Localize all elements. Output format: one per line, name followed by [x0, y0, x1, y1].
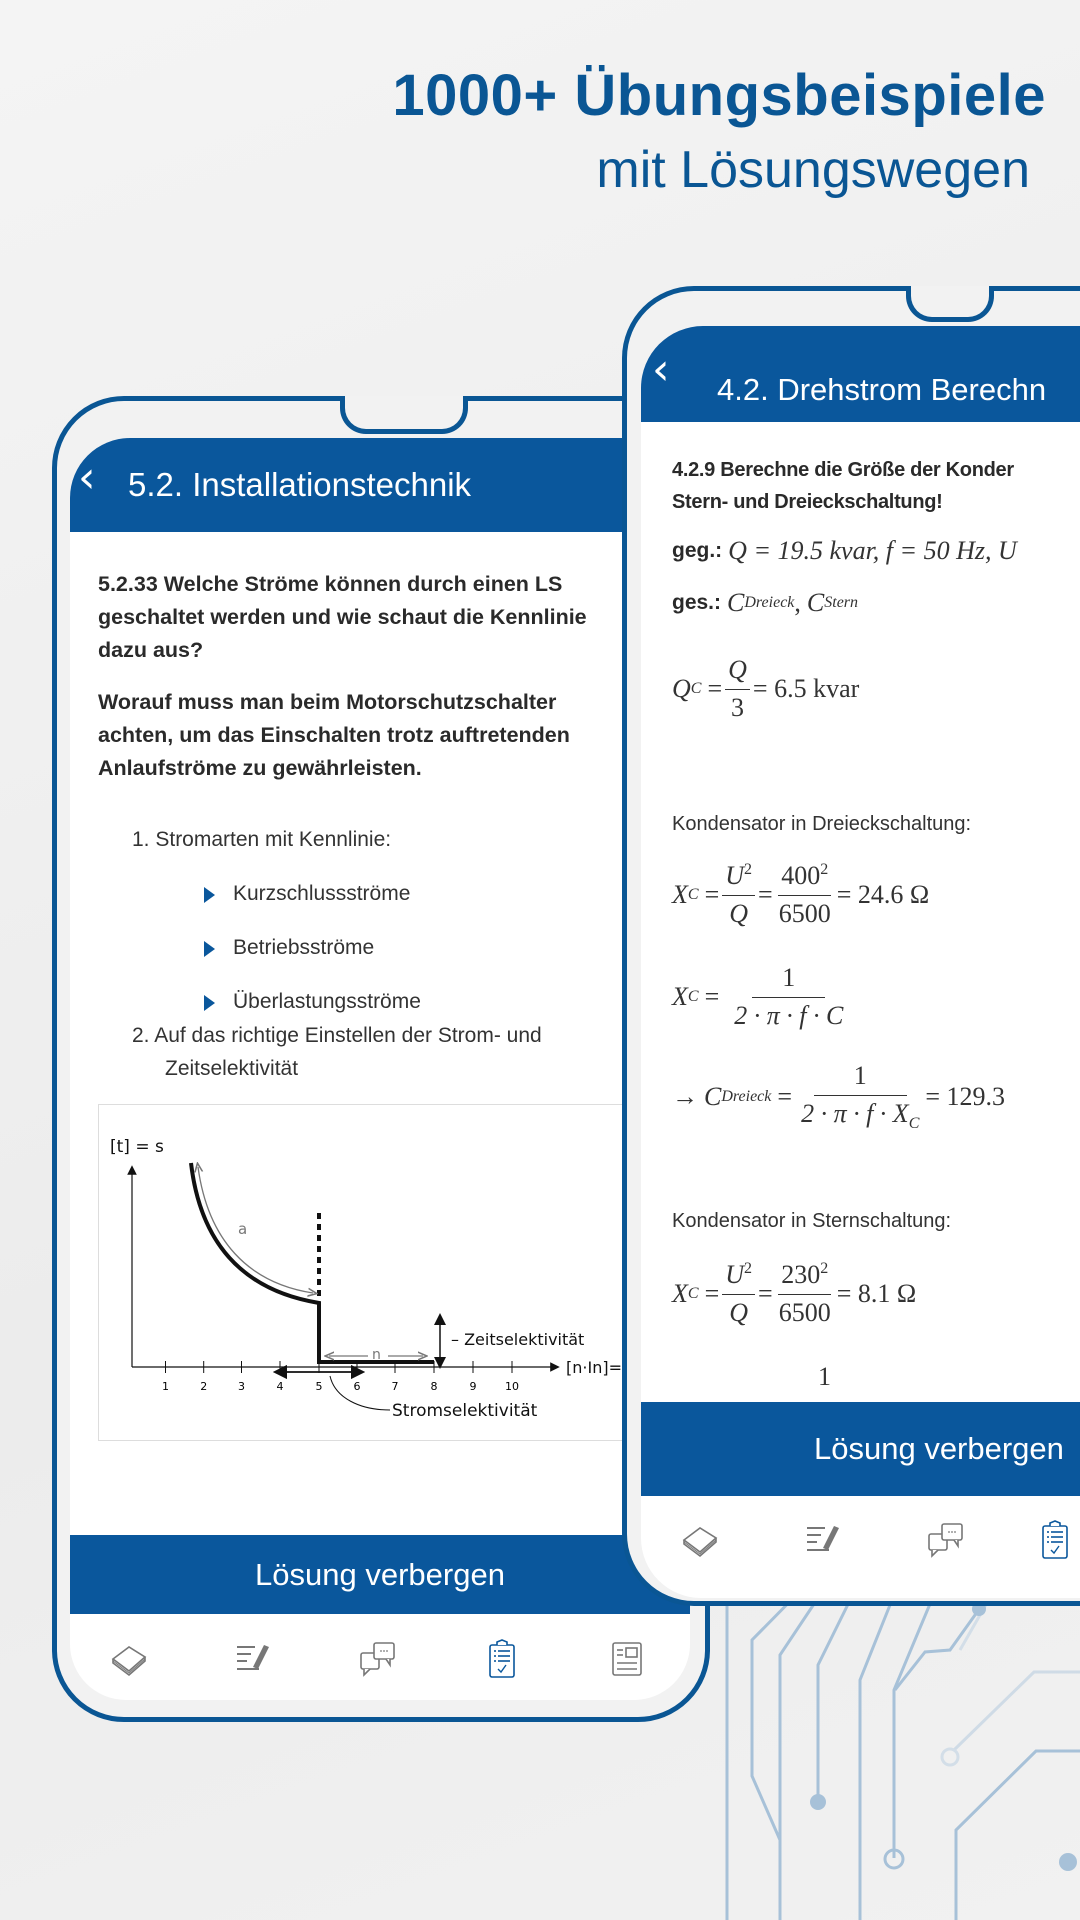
y-axis-label: [t] = s [110, 1137, 164, 1157]
x-tick-label: 2 [200, 1380, 208, 1393]
question-text: 4.2.9 Berechne die Größe der Konder Stern- und Dreieckschaltung! [672, 459, 1014, 513]
list-item-continued: Zeitselektivität [165, 1057, 299, 1080]
list-subitem: Überlastungsströme [233, 990, 421, 1013]
bullet-triangle-icon [204, 887, 215, 903]
question-text-2: Worauf muss man beim Motorschutzschalter achten, um das Einschalten trotz auftretenden Anlaufströme zu gewährleisten. [98, 690, 570, 780]
x-tick-label: 9 [469, 1380, 477, 1393]
hide-solution-button[interactable]: Lösung verbergen [641, 1402, 1080, 1496]
list-subitem: Kurzschlussströme [233, 882, 411, 905]
trip-curve [191, 1163, 434, 1362]
n-label: n [372, 1347, 381, 1363]
given-values: geg.: Q = 19.5 kvar, f = 50 Hz, U [672, 536, 1017, 565]
tab-clipboard-check-icon[interactable] [1035, 1520, 1075, 1560]
app-header [70, 438, 690, 532]
bullet-triangle-icon [204, 995, 215, 1011]
right-phone-screen [641, 326, 1080, 1598]
circuit-node [942, 1749, 958, 1765]
right-phone-notch [906, 286, 994, 322]
circuit-node [1059, 1853, 1077, 1871]
hide-solution-button[interactable]: Lösung verbergen [70, 1535, 690, 1614]
tab-chat-icon[interactable] [926, 1520, 966, 1560]
headline-title: 1000+ Übungsbeispiele [392, 63, 1046, 128]
formula-qc: Q C = $\frac{Q}{3}$ = 6.5 kvar [672, 655, 860, 722]
left-phone-screen [70, 438, 690, 1700]
x-tick-label: 6 [353, 1380, 361, 1393]
section-heading: Kondensator in Sternschaltung: [672, 1210, 952, 1232]
time-selectivity-label: – Zeitselektivität [451, 1330, 585, 1349]
x-tick-label: 10 [505, 1380, 519, 1393]
tab-notes-pencil-icon[interactable] [233, 1639, 273, 1679]
tab-book-icon[interactable] [680, 1520, 720, 1560]
formula-xc-delta: X C = $\frac{U^2}{Q}$ = $\frac{400^2}{6500}$ = 24.6 Ω [672, 861, 930, 928]
x-axis-label: [n·In]= [566, 1358, 622, 1377]
x-tick-label: 3 [238, 1380, 245, 1393]
formula-xc-general: X C = $\frac{1}{2 \cdot \pi \cdot f \cdot C}$ [672, 963, 844, 1030]
tab-notes-pencil-icon[interactable] [803, 1520, 843, 1560]
page-title: 5.2. Installationstechnik [128, 466, 472, 503]
left-phone-notch [340, 396, 468, 434]
bullet-triangle-icon [204, 941, 215, 957]
formula-xc-star: X C = $\frac{U^2}{Q}$ = $\frac{230^2}{6500}$ = 8.1 Ω [672, 1260, 917, 1327]
x-tick-label: 1 [162, 1380, 169, 1393]
tab-newspaper-icon[interactable] [607, 1639, 647, 1679]
back-chevron-icon[interactable]: ‹ [78, 452, 96, 503]
x-tick-label: 8 [430, 1380, 438, 1393]
tab-book-icon[interactable] [109, 1639, 149, 1679]
list-item: 2. Auf das richtige Einstellen der Strom- und [132, 1024, 542, 1047]
characteristic-curve-figure [98, 1104, 678, 1441]
section-heading: Kondensator in Dreieckschaltung: [672, 813, 972, 835]
formula-partial: 1 [818, 1362, 831, 1391]
app-header [641, 326, 1080, 422]
formula-c-delta: → C Dreieck = $\frac{1}{2 \cdot \pi \cdot f \cdot X_C}$ = 129.3 [672, 1061, 1006, 1132]
headline-subtitle: mit Lösungswegen [596, 141, 1030, 199]
back-chevron-icon[interactable]: ‹ [652, 344, 670, 395]
tab-clipboard-check-icon[interactable] [482, 1639, 522, 1679]
x-tick-label: 4 [276, 1380, 284, 1393]
x-tick-label: 7 [391, 1380, 399, 1393]
list-item: 1. Stromarten mit Kennlinie: [132, 828, 392, 851]
list-subitem: Betriebsströme [233, 936, 375, 959]
page-title: 4.2. Drehstrom Berechn [717, 372, 1047, 407]
x-tick-label: 5 [315, 1380, 323, 1393]
sought-values: ges.: C Dreieck , C Stern [672, 588, 859, 617]
curve-label: a [238, 1220, 248, 1238]
tab-chat-icon[interactable] [358, 1639, 398, 1679]
circuit-node [810, 1794, 826, 1810]
a-arrow [198, 1167, 313, 1293]
current-selectivity-label: Stromselektivität [392, 1401, 538, 1421]
question-text: 5.2.33 Welche Ströme können durch einen LS geschaltet werden und wie schaut die Kennlinie dazu aus? [98, 572, 587, 662]
